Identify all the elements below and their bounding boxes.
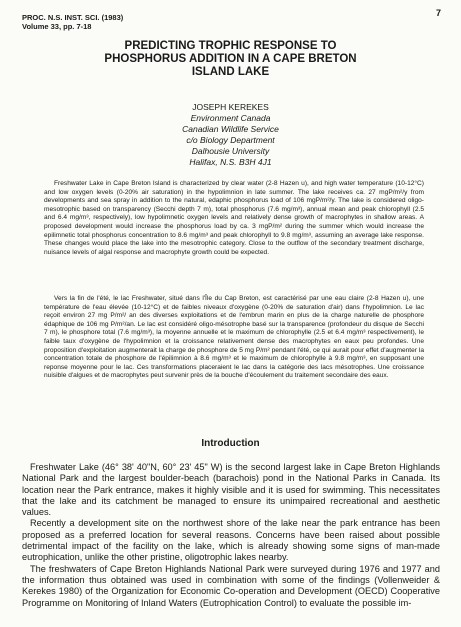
section-heading-introduction: Introduction [201, 438, 260, 449]
journal-line-1: PROC. N.S. INST. SCI. (1983) [22, 13, 124, 22]
title-line-3: ISLAND LAKE [191, 66, 270, 78]
title-line-2: PHOSPHORUS ADDITION IN A CAPE BRETON [104, 53, 357, 65]
journal-line-2: Volume 33, pp. 7-18 [22, 22, 92, 31]
paragraph: Recently a development site on the northwest shore of the lake near the park entrance has been proposed as a preferred location for several reasons. Concerns have been raised about possible detrimental impact of the facility on the lake, which is already showing some signs of man-made eutrophication, unlike the other pristine, oligotrophic lakes nearby. [22, 518, 440, 563]
author-block [0, 102, 461, 168]
author-name: JOSEPH KEREKES [192, 102, 269, 112]
abstract-french: Vers la fin de l'été, le lac Freshwater, situé dans l'Île du Cap Breton, est caractérisé par une eau claire (2-8 Hazen u), une température de l'eau élevée (10-12°C) et de faibles niveaux d'oxygène (0-20% de saturation d'air) dans l'hypolimnion. Le lac reçoit environ 27 mg P/m²/ an des diverses exploitations et de l'embrun marin en plus de la charge naturelle de phosphore édaphique de 106 mg P/m²/an. Le lac est considéré oligo-mésotrophe basé sur la transparence (profondeur du disque de Secchi 7 m), le phosphore total (7.6 mg/m³), la moyenne annuelle et le maximum de chlorophylle (2.5 et 6.4 mg/m³ respectivement), le faible taux d'oxygène de l'hypolimnion et la croissance relativement dense des macrophytes en eaux peu profondes. Une proposition d'exploitation augmenterait la charge de phosphore de 5 mg P/m² pendant l'été, ce qui aurait pour effet d'augmenter la concentration totale de phosphore de l'épilimnion à 8.6 mg/m³ et le maximum de chlorophylle à 9.8 mg/m³, en supposant une reponse moyenne pour le lac. Ces transformations placeraient le lac dans la catégorie des lacs mésotrophes. Une croissance nuisible d'algues et de macrophytes peut survenir près de la bouche d'écoulement du traitement secondaire des eaux. [44, 295, 424, 380]
page-number: 7 [435, 8, 441, 18]
affiliation-line-4: Dalhousie University [191, 146, 270, 156]
affiliation-line-2: Canadian Wildlife Service [182, 124, 279, 134]
introduction-body [22, 462, 440, 609]
journal-citation [22, 13, 123, 31]
paper-title [0, 40, 461, 79]
title-line-1: PREDICTING TROPHIC RESPONSE TO [124, 40, 337, 52]
affiliation-line-5: Halifax, N.S. B3H 4J1 [189, 157, 272, 167]
affiliation-line-3: c/o Biology Department [186, 135, 275, 145]
abstract-english: Freshwater Lake in Cape Breton Island is characterized by clear water (2-8 Hazen u), and high water temperature (10-12°C) and low oxygen levels (0-20% air saturation) in the hypolimnion in late summer. The lake receives ca. 27 mgP/m²/y from developments and sea spray in addition to the natural, edaphic phosphorus load of 106 mgP/m²/y. The lake is considered oligo-mesotrophic based on transparency (Secchi depth 7 m), total phosphorus (7.6 mg/m³), annual mean and peak chlorophyll (2.5 and 6.4 mg/m³, respectively), low hypolimnetic oxygen levels and relatively dense growth of macrophytes in shallow areas. A proposed development would increase the phosphorus load by ca. 3 mgP/m² during the summer which would increase the epilimnetic total phosphorus concentration to 8.6 mg/m³ and peak chlorophyll to 9.8 mg/m³, assuming an average lake response. These changes would place the lake into the mesotrophic category. Close to the outflow of the secondary treatment discharge, nuisance levels of algal response and macrophyte growth could be expected. [44, 180, 424, 256]
affiliation-line-1: Environment Canada [190, 113, 271, 123]
paragraph: Freshwater Lake (46° 38' 40"N, 60° 23' 45" W) is the second largest lake in Cape Breton Highlands National Park and the largest boulder-beach (barachois) pond in the National Parks in Canada. Its location near the Park entrance, makes it highly visible and it is used for swimming. This necessitates that the lake and its catchment be managed to ensure its unimpaired recreational and aesthetic values. [22, 462, 440, 518]
paragraph: The freshwaters of Cape Breton Highlands National Park were surveyed during 1976 and 1977 and the information thus obtained was used in combination with some of the findings (Vollenweider & Kerekes 1980) of the Organization for Economic Co-operation and Development (OECD) Cooperative Programme on Monitoring of Inland Waters (Eutrophication Control) to evaluate the possible im- [22, 563, 440, 608]
